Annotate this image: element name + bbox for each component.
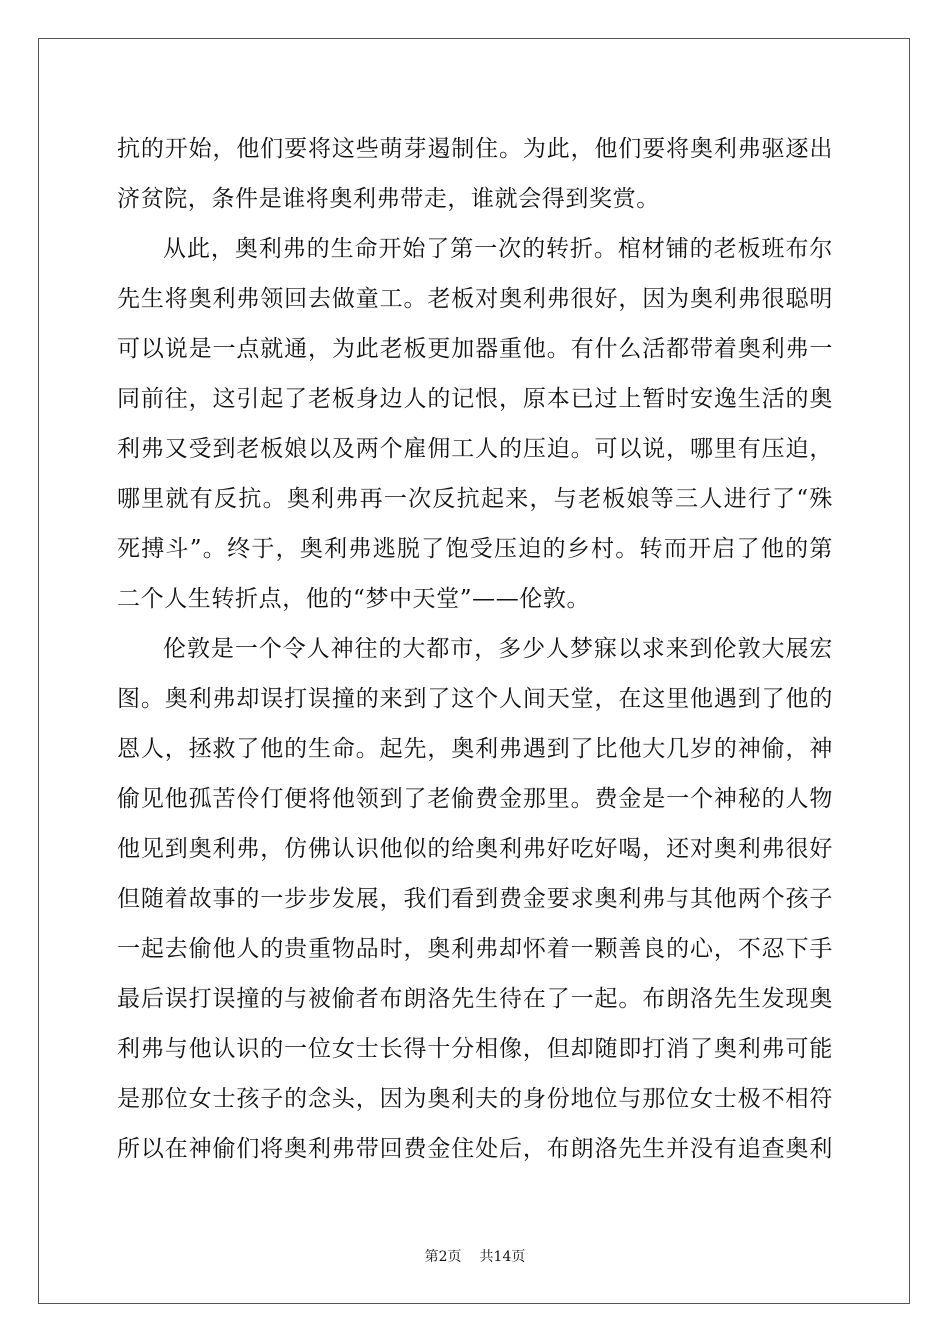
page-number: 第2页 [424, 1249, 462, 1265]
text-line: 图。奥利弗却误打误撞的来到了这个人间天堂，在这里他遇到了他的 [117, 686, 833, 712]
text-line: 一起去偷他人的贵重物品时，奥利弗却怀着一颗善良的心，不忍下手 [117, 936, 833, 962]
text-line: 是那位女士孩子的念头，因为奥利夫的身份地位与那位女士极不相符 [117, 1086, 833, 1112]
text-line: 但随着故事的一步步发展，我们看到费金要求奥利弗与其他两个孩子 [117, 886, 833, 912]
text-line: 偷见他孤苦伶仃便将他领到了老偷费金那里。费金是一个神秘的人物 [117, 786, 833, 812]
text-line: 从此，奥利弗的生命开始了第一次的转折。棺材铺的老板班布尔 [163, 236, 833, 262]
page-footer [0, 1246, 950, 1266]
text-line: 伦敦是一个令人神往的大都市，多少人梦寐以求来到伦敦大展宏 [163, 636, 833, 662]
text-line: 二个人生转折点，他的“梦中天堂”——伦敦。 [117, 586, 591, 612]
text-line: 可以说是一点就通，为此老板更加器重他。有什么活都带着奥利弗一 [117, 336, 833, 362]
text-line: 济贫院，条件是谁将奥利弗带走，谁就会得到奖赏。 [117, 186, 660, 212]
text-line: 死搏斗”。终于，奥利弗逃脱了饱受压迫的乡村。转而开启了他的第 [117, 536, 833, 562]
text-line: 先生将奥利弗领回去做童工。老板对奥利弗很好，因为奥利弗很聪明 [117, 286, 833, 312]
text-line: 抗的开始，他们要将这些萌芽遏制住。为此，他们要将奥利弗驱逐出 [117, 136, 833, 162]
text-line: 最后误打误撞的与被偷者布朗洛先生待在了一起。布朗洛先生发现奥 [117, 986, 833, 1012]
text-line: 利弗又受到老板娘以及两个雇佣工人的压迫。可以说，哪里有压迫， [117, 436, 833, 462]
text-line: 利弗与他认识的一位女士长得十分相像，但却随即打消了奥利弗可能 [117, 1036, 833, 1062]
text-line: 哪里就有反抗。奥利弗再一次反抗起来，与老板娘等三人进行了“殊 [117, 486, 833, 512]
document-body [117, 124, 833, 1174]
page-total: 共14页 [479, 1249, 526, 1265]
text-line: 恩人，拯救了他的生命。起先，奥利弗遇到了比他大几岁的神偷，神 [117, 736, 833, 762]
text-line: 同前往，这引起了老板身边人的记恨，原本已过上暂时安逸生活的奥 [117, 386, 833, 412]
text-line: 他见到奥利弗，仿佛认识他似的给奥利弗好吃好喝，还对奥利弗很好 [117, 836, 833, 862]
text-line: 所以在神偷们将奥利弗带回费金住处后，布朗洛先生并没有追查奥利 [117, 1136, 833, 1162]
